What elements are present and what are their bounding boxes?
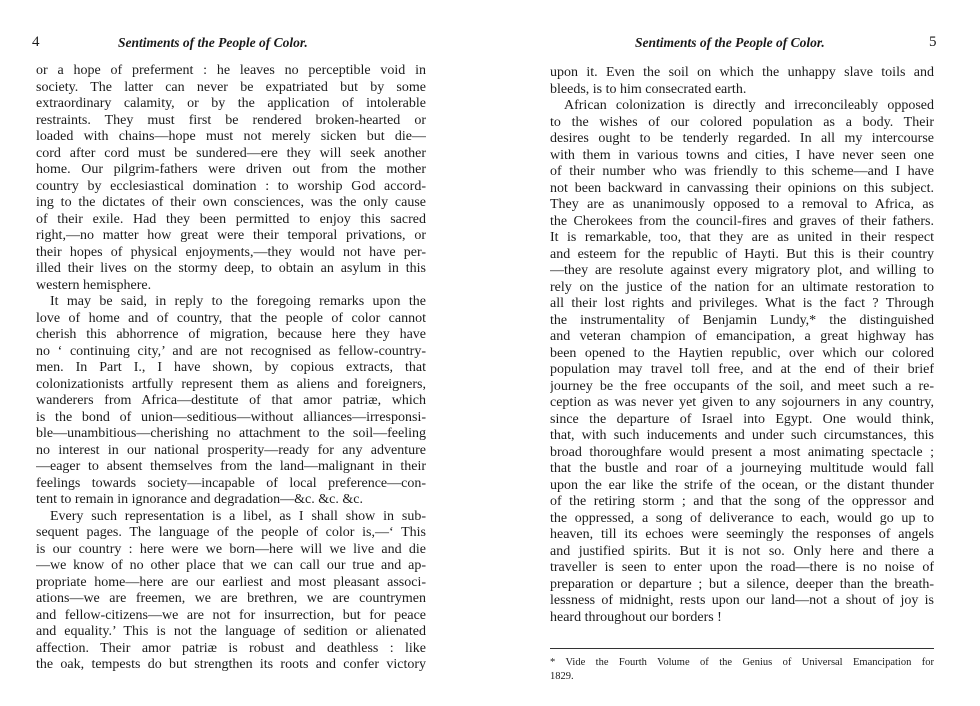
text-line: men. In Part I., I have shown, by copious extracts, that xyxy=(36,360,426,375)
text-line: —they are resolute against every migratory plot, and willing to xyxy=(550,263,934,278)
text-line: wanderers from Africa—destitute of that amor patriæ, which xyxy=(36,393,426,408)
text-line: right,—no matter how great were their temporal privations, or xyxy=(36,228,426,243)
text-line: desires ought to be tenderly regarded. In all my intercourse xyxy=(550,131,934,146)
text-line: and justified spirits. But it is not so. Only here and there a xyxy=(550,543,934,559)
text-line: African colonization is directly and irreconcileably opposed xyxy=(564,98,934,113)
text-line: traveller is seen to enter upon the road—there is no noise of xyxy=(550,560,934,575)
text-line: population may travel toll free, and at the end of their brief xyxy=(550,362,934,377)
text-line: 1829. xyxy=(550,671,574,682)
text-line: since the departure of Israel into Egypt. One would think, xyxy=(550,411,934,427)
text-line: It is remarkable, too, that they are as united in their respect xyxy=(550,230,934,245)
text-line: colonizationists artfully represent them as aliens and foreigners, xyxy=(36,376,426,392)
text-line: or a hope of preferment : he leaves no perceptible void in xyxy=(36,63,426,78)
text-line: They are as unanimously opposed to a removal to Africa, as xyxy=(550,197,934,212)
running-header: Sentiments of the People of Color. xyxy=(635,35,825,50)
text-line: upon it. Even the soil on which the unhappy slave toils and xyxy=(550,65,934,80)
text-line: the oppressed, a song of deliverance to each, would go up to xyxy=(550,510,934,526)
text-line: It may be said, in reply to the foregoing remarks upon the xyxy=(50,294,426,309)
text-line: —we know of no other place that we can call our true and ap- xyxy=(36,558,426,573)
text-line: no interest in our national prosperity—ready for any adventure xyxy=(36,442,426,458)
text-line: ations—we are freemen, we are brethren, we are countrymen xyxy=(36,591,426,606)
text-line: is our country : here were we born—here will we live and die xyxy=(36,541,426,557)
text-line: not been backward in canvassing their opinions on this subject. xyxy=(550,180,934,196)
text-line: their hopes of physical enjoyments,—they would not have per- xyxy=(36,244,426,260)
text-line: restraints. They must first be rendered broken-hearted or xyxy=(36,112,426,128)
text-line: journey be the free occupants of the soil, and meet such a re- xyxy=(550,378,934,394)
text-line: and equality.’ This is not the language of sedition or alienated xyxy=(36,624,426,639)
text-line: and fellow-citizens—we are not for insurrection, but for peace xyxy=(36,607,426,623)
text-line: western hemisphere. xyxy=(36,277,152,293)
text-line: lessness of midnight, rests upon our land—not a shout of joy is xyxy=(550,593,934,608)
text-line: and esteem for the republic of Hayti. But this is their country xyxy=(550,246,934,262)
footnote-rule xyxy=(550,648,934,649)
footnote xyxy=(550,656,934,684)
text-line: love of home and of country, that the people of color cannot xyxy=(36,310,426,326)
page-body-text xyxy=(36,63,426,674)
text-line: home. Our pilgrim-fathers were driven out from the mother xyxy=(36,162,426,177)
text-line: no ‘ continuing city,’ and are not recognised as fellow-country- xyxy=(36,343,426,359)
text-line: Every such representation is a libel, as I shall show in sub- xyxy=(50,508,426,524)
text-line: preparation or departure ; but a silence, deeper than the breath- xyxy=(550,576,934,592)
text-line: tent to remain in ignorance and degradation—&c. &c. &c. xyxy=(36,492,363,507)
text-line: ception as was never yet given to any sojourners in any country, xyxy=(550,395,934,410)
running-header: Sentiments of the People of Color. xyxy=(118,35,308,50)
text-line: of the retiring storm ; and that the song of the oppressor and xyxy=(550,494,934,509)
text-line: cord after cord must be sundered—ere they will seek another xyxy=(36,145,426,161)
text-line: cherish this abhorrence of migration, because here they have xyxy=(36,327,426,342)
text-line: that the bustle and roar of a journeying multitude would fall xyxy=(550,461,934,476)
text-line: country by ecclesiastical domination : to worship God accord- xyxy=(36,178,426,194)
text-line: society. The latter can never be expatriated but by some xyxy=(36,79,426,95)
right-page xyxy=(490,0,980,706)
text-line: illed their lives on the stormy deep, to obtain an asylum in this xyxy=(36,261,426,276)
text-line: —eager to absent themselves from the land—malignant in their xyxy=(36,459,426,474)
text-line: the oak, tempests do but strengthen its roots and confer victory xyxy=(36,657,426,672)
text-line: propriate home—here are our earliest and most pleasant associ- xyxy=(36,574,426,590)
text-line: all their lost rights and privileges. What is the fact ? Through xyxy=(550,296,934,311)
text-line: ble—unambitious—cherishing no attachment to the soil—feeling xyxy=(36,426,426,441)
text-line: extraordinary calamity, or by the application of intolerable xyxy=(36,96,426,111)
text-line: of their number who was friendly to this scheme—and I have xyxy=(550,164,934,179)
text-line: that, with such inducements and under such circumstances, this xyxy=(550,428,934,443)
text-line: sequent pages. The language of the people of color is,—‘ This xyxy=(36,525,426,540)
text-line: rely on the justice of the nation for an ultimate restoration to xyxy=(550,279,934,295)
text-line: bleeds, is to him consecrated earth. xyxy=(550,81,747,97)
text-line: loaded with chains—hope must not merely sicken but die— xyxy=(36,129,426,144)
text-line: and veteran champion of emancipation, a great highway has xyxy=(550,329,934,344)
text-line: been opened to the Haytien republic, over which our colored xyxy=(550,345,934,361)
text-line: to the wishes of our colored population as a body. Their xyxy=(550,114,934,130)
text-line: heard throughout our borders ! xyxy=(550,609,722,625)
page-number: 5 xyxy=(929,34,937,50)
text-line: feelings towards society—incapable of local preference—con- xyxy=(36,475,426,491)
text-line: upon the ear like the strife of the ocean, or the distant thunder xyxy=(550,477,934,493)
text-line: with them in various towns and cities, I have never seen one xyxy=(550,147,934,163)
text-line: * Vide the Fourth Volume of the Genius of Universal Emancipation for xyxy=(550,657,934,668)
page-body-text xyxy=(550,65,934,626)
text-line: heaven, till its echoes were seemingly the responses of angels xyxy=(550,527,934,542)
text-line: the instrumentality of Benjamin Lundy,* the distinguished xyxy=(550,312,934,328)
page-number: 4 xyxy=(32,34,40,50)
text-line: is the bond of union—seditious—without alliances—irresponsi- xyxy=(36,409,426,425)
text-line: affection. Their amor patriæ is robust and deathless : like xyxy=(36,640,426,656)
text-line: of their exile. Had they been permitted to enjoy this sacred xyxy=(36,211,426,227)
text-line: ing to the dictates of their own consciences, was the only cause xyxy=(36,195,426,210)
text-line: the Cherokees from the council-fires and graves of their fathers. xyxy=(550,213,934,229)
text-line: broad thoroughfare would present a most animating spectacle ; xyxy=(550,444,934,460)
